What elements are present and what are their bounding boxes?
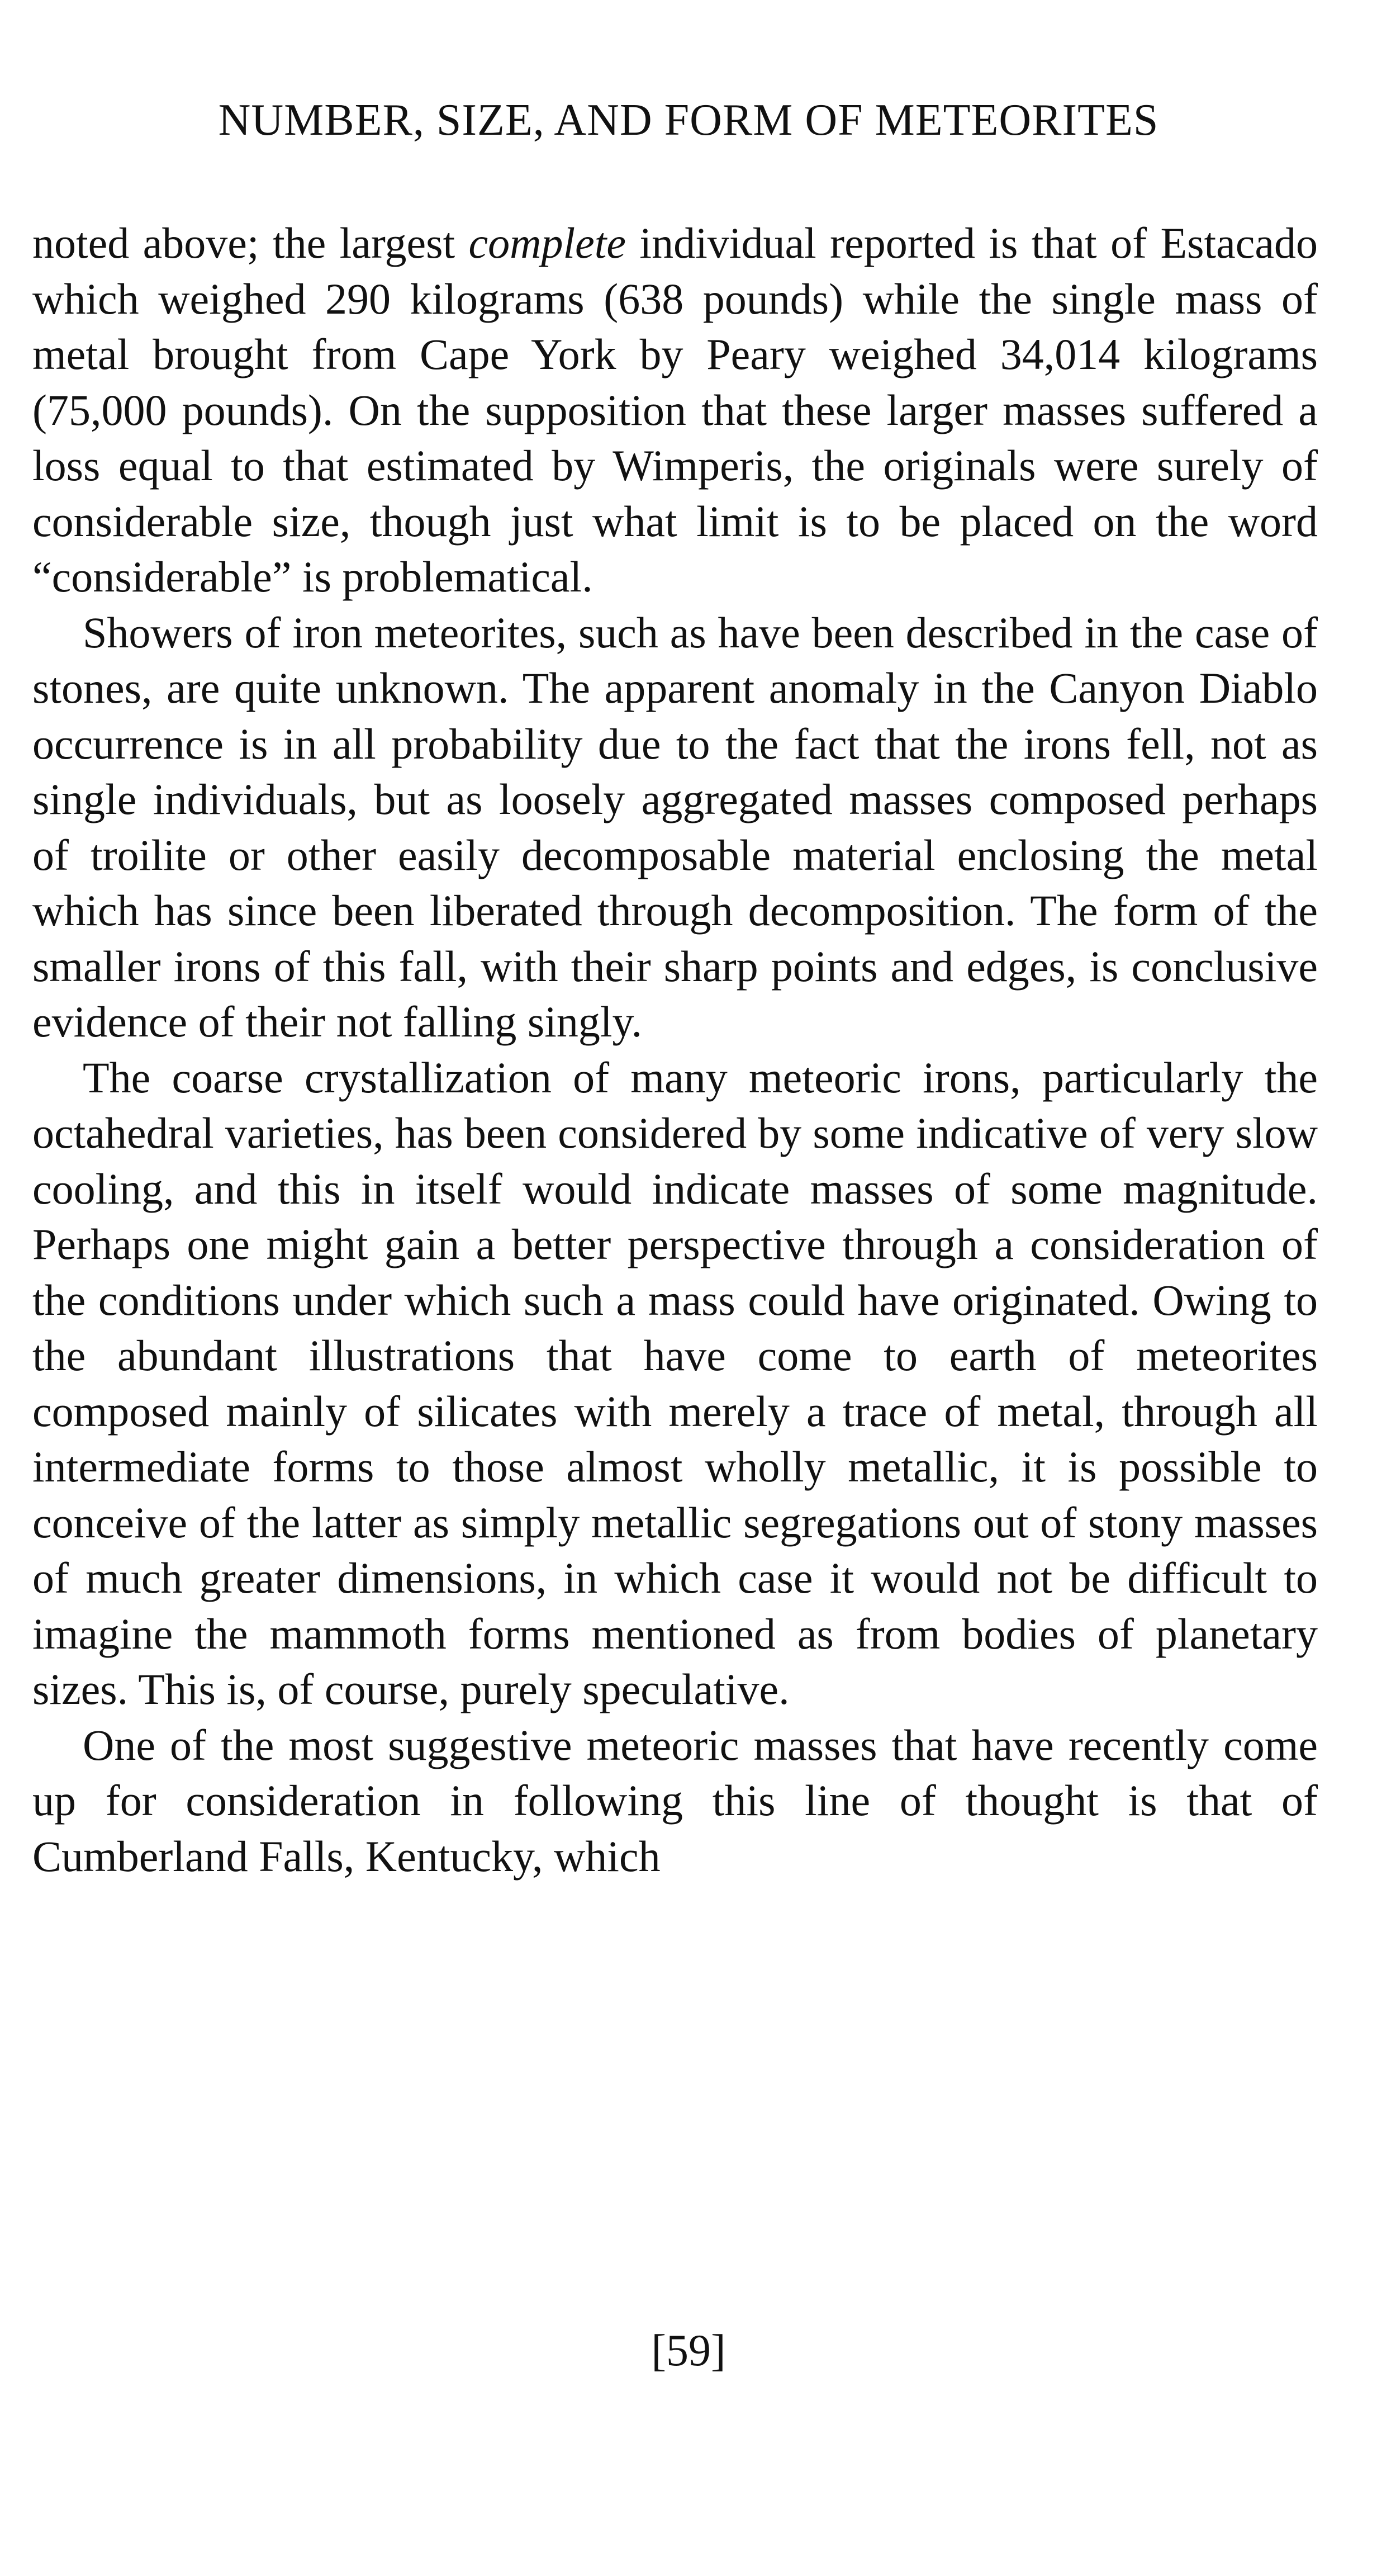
paragraph-showers: Showers of iron meteorites, such as have been described in the case of stones, are quite unknown. The apparent anomaly in the Canyon Diablo occurrence is in all probability due to the fact that the irons fell, not as single individuals, but as loosely aggregated masses composed perhaps of troilite or other easily decomposable material enclosing the metal which has since been liberated through decomposition. The form of the smaller irons of this fall, with their sharp points and edges, is conclusive evidence of their not falling singly. bbox=[32, 608, 1318, 1046]
paragraph-cumberland-falls: One of the most suggestive meteoric masses that have recently come up for consideration in following this line of thought is that of Cumberland Falls, Kentucky, which bbox=[32, 1720, 1318, 1881]
paragraph-continuation bbox=[32, 215, 1318, 605]
page-number: [59] bbox=[651, 2326, 726, 2375]
emphasized-word: complete bbox=[468, 219, 626, 267]
paragraph-crystallization: The coarse crystallization of many meteoric irons, particularly the octahedral varieties, has been considered by some indicative of very slow cooling, and this in itself would indicate masses of some magnitude. Perhaps one might gain a better perspective through a consideration of the conditions under which such a mass could have originated. Owing to the abundant illustrations that have come to earth of meteorites composed mainly of silicates with merely a trace of metal, through all intermediate forms to those almost wholly metallic, it is possible to conceive of the latter as simply metallic segregations out of stony masses of much greater dimensions, in which case it would not be difficult to imagine the mammoth forms mentioned as from bodies of planetary sizes. This is, of course, purely speculative. bbox=[32, 1053, 1318, 1713]
running-title: NUMBER, SIZE, AND FORM OF METEORITES bbox=[218, 96, 1159, 145]
body-text bbox=[32, 215, 1318, 1884]
paragraph-1-text-start: noted above; the largest bbox=[32, 219, 469, 267]
paragraph-1-text-end: individual reported is that of Estacado which weighed 290 kilograms (638 pounds) while the single mass of metal brought from Cape York by Peary weighed 34,014 kilograms (75,000 pounds). On the supposition that these larger masses suffered a loss equal to that estimated by Wimperis, the originals were surely of considerable size, though just what limit is to be placed on the word “considerable” is problematical. bbox=[32, 219, 1318, 601]
